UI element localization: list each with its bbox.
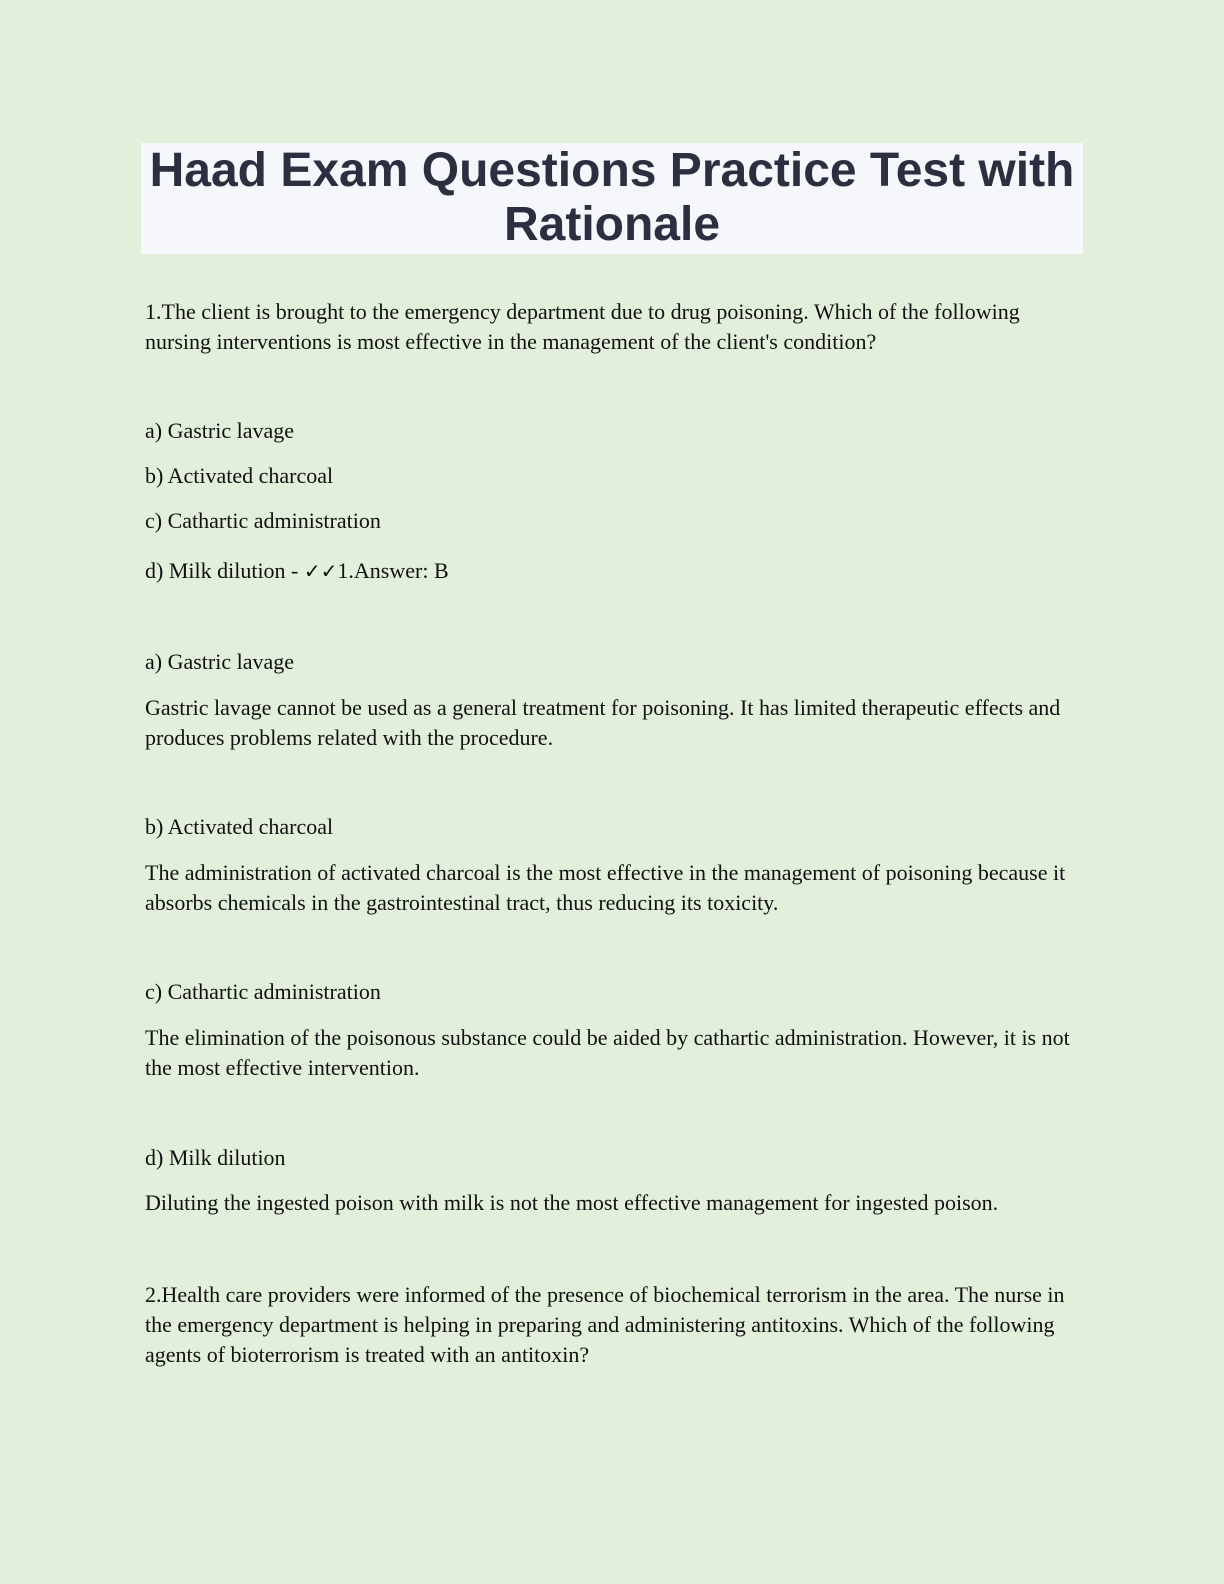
rationale-b-text: The administration of activated charcoal is the most effective in the management of poisoning because it absorbs chemicals in the gastrointestinal tract, thus reducing its toxicity. bbox=[145, 860, 1066, 915]
question-1-option-a: a) Gastric lavage bbox=[145, 418, 295, 443]
question-2-text: 2.Health care providers were informed of the presence of biochemical terrorism in the area. The nurse in the emergency department is helping in preparing and administering antitoxins. Which of the following agents of bioterrorism is treated with an antitoxin? bbox=[145, 1282, 1065, 1367]
rationale-a-heading: a) Gastric lavage bbox=[145, 649, 295, 674]
rationale-b-heading: b) Activated charcoal bbox=[145, 814, 334, 839]
question-1-text: 1.The client is brought to the emergency department due to drug poisoning. Which of the following nursing interventions is most effective in the management of the client's condition? bbox=[145, 299, 1020, 354]
question-1-option-d: d) Milk dilution - bbox=[145, 558, 304, 583]
title-banner bbox=[141, 143, 1083, 254]
double-check-icon: ✓✓ bbox=[303, 559, 338, 583]
rationale-d-text: Diluting the ingested poison with milk is not the most effective management for ingested poison. bbox=[145, 1190, 999, 1215]
question-1-option-c: c) Cathartic administration bbox=[145, 508, 381, 533]
rationale-c-text: The elimination of the poisonous substance could be aided by cathartic administration. However, it is not the most effective intervention. bbox=[145, 1025, 1070, 1080]
rationale-d-heading: d) Milk dilution bbox=[145, 1145, 286, 1170]
rationale-c-heading: c) Cathartic administration bbox=[145, 979, 381, 1004]
question-1-option-d-row bbox=[145, 556, 1085, 586]
page-title: Haad Exam Questions Practice Test with Rationale bbox=[149, 144, 1075, 251]
question-1-option-b: b) Activated charcoal bbox=[145, 463, 334, 488]
rationale-a-text: Gastric lavage cannot be used as a general treatment for poisoning. It has limited therapeutic effects and produces problems related with the procedure. bbox=[145, 695, 1061, 750]
question-1-answer: 1.Answer: B bbox=[337, 558, 449, 583]
